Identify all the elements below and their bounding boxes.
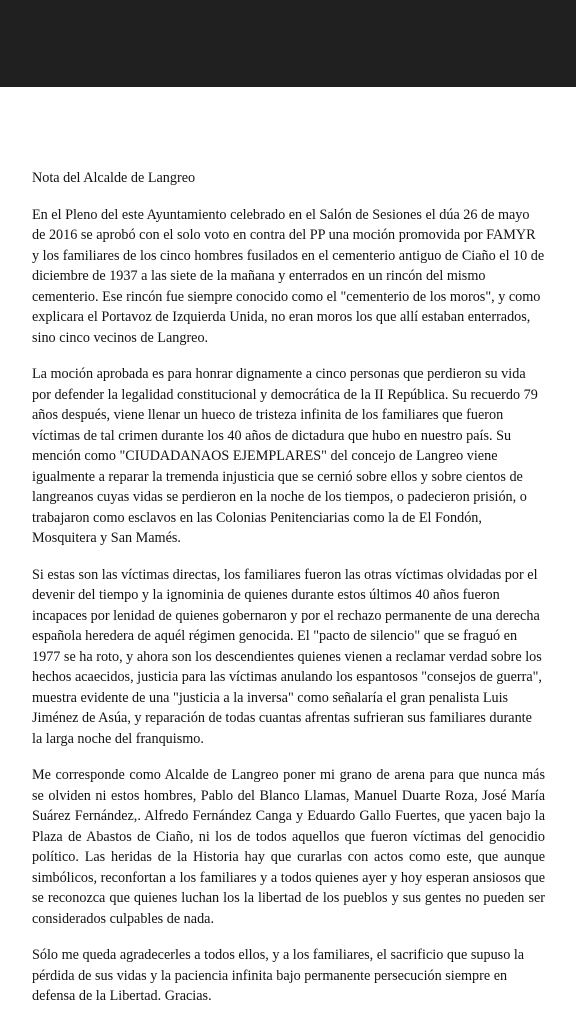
top-bar — [0, 0, 576, 87]
paragraph-5: Sólo me queda agradecerles a todos ellos, y a los familiares, el sacrificio que supuso la pérdida de sus vidas y la paciencia infinita bajo permanente persecución siempre en defensa de la Libertad. Gracias. — [32, 947, 525, 1004]
document-body — [32, 168, 545, 1023]
paragraph-4: Me corresponde como Alcalde de Langreo poner mi grano de arena para que nunca más se olviden ni estos hombres, Pablo del Blanco Llamas, Manuel Duarte Roza, José María Suárez Fernández,. Alfredo Fernández Canga y Eduardo Gallo Fuertes, que yacen bajo la Plaza de Abastos de Ciaño, ni los de todos aquellos que fueron víctimas del genocidio político. Las heridas de la Historia hay que curarlas con actos como este, que aunque simbólicos, reconfortan a los familiares y a todos quienes ayer y hoy esperan ansiosos que se reconozca que quienes luchan los la libertad de los pueblos y sus gentes no pueden ser considerados culpables de nada. — [32, 767, 545, 927]
paragraph-1: En el Pleno del este Ayuntamiento celebrado en el Salón de Sesiones el dúa 26 de mayo de 2016 se aprobó con el solo voto en contra del PP una moción promovida por FAMYR y los familiares de los cinco hombres fusilados en el cementerio antiguo de Ciaño el 10 de diciembre de 1937 a las siete de la mañana y enterrados en un rincón del mismo cementerio. Ese rincón fue siempre conocido como el "cementerio de los moros", y como explicara el Portavoz de Izquierda Unida, no eran moros los que allí estaban enterrados, sino cinco vecinos de Langreo. — [32, 206, 545, 346]
document-title: Nota del Alcalde de Langreo — [32, 170, 196, 186]
paragraph-2: La moción aprobada es para honrar dignamente a cinco personas que perdieron su vida por defender la legalidad constitucional y democrática de la II República. Su recuerdo 79 años después, viene llenar un hueco de tristeza infinita de los familiares que fueron víctimas de tal crimen durante los 40 años de dictadura que hubo en nuestro país. Su mención como "CIUDADANAOS EJEMPLARES" del concejo de Langreo viene igualmente a reparar la tremenda injusticia que se cernió sobre ellos y sobre cientos de langreanos cuyas vidas se perdieron en la noche de los tiempos, o padecieron prisión, o trabajaron como esclavos en las Colonias Penitenciarias como la de El Fondón, Mosquitera y San Mamés. — [32, 366, 538, 546]
paragraph-3: Si estas son las víctimas directas, los familiares fueron las otras víctimas olvidadas por el devenir del tiempo y la ignominia de quienes durante estos últimos 40 años fueron incapaces por lenidad de quienes gobernaron y por el rechazo permanente de una derecha española heredera de aquél régimen genocida. El "pacto de silencio" que se fraguó en 1977 se ha roto, y ahora son los descendientes quienes vienen a reclamar verdad sobre los hechos acaecidos, justicia para las víctimas anulando los espantosos "consejos de guerra", muestra evidente de una "justicia a la inversa" como señalaría el gran penalista Luis Jiménez de Asúa, y reparación de todas cuantas afrentas sufrieran sus familiares durante la larga noche del franquismo. — [32, 566, 542, 747]
